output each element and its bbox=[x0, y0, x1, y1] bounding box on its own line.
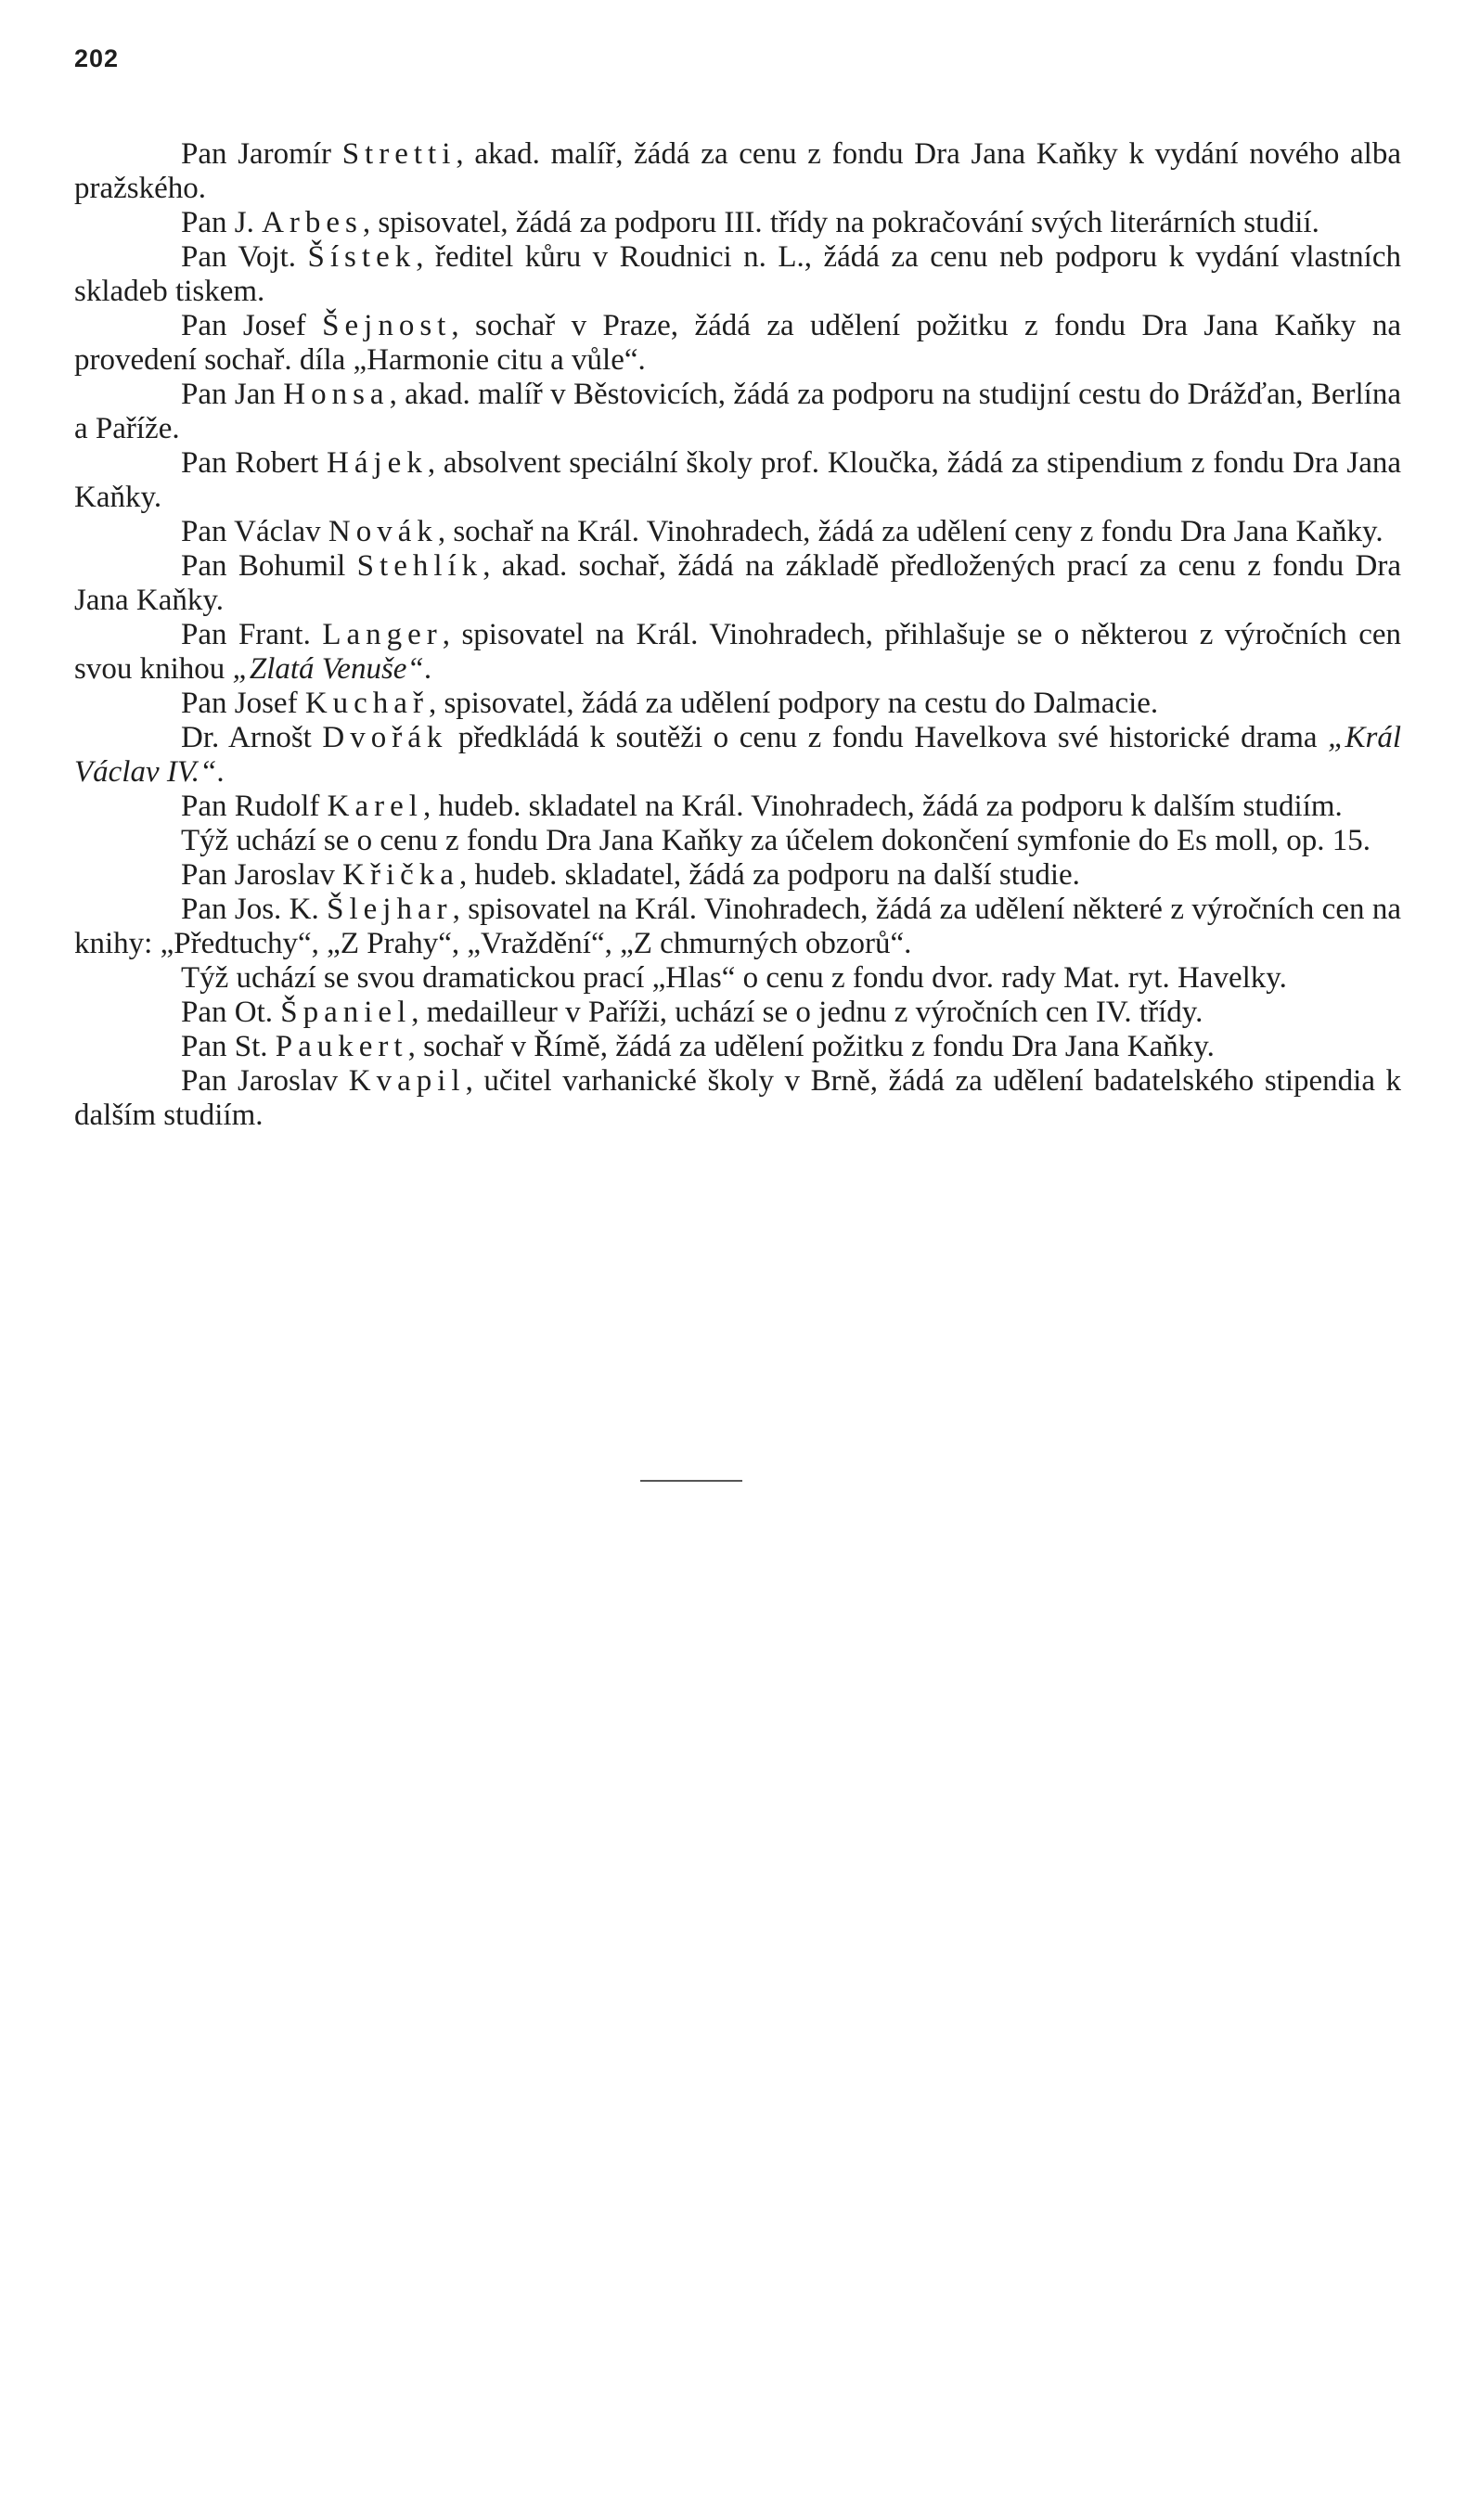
entry-text: , akad. malíř, žádá za cenu z fondu Dra Jana Kaňky k vydání nového alba pražského. bbox=[74, 137, 1401, 205]
entry-novak bbox=[74, 515, 1401, 549]
person-name: Šlejhar bbox=[327, 893, 453, 926]
entry-arbes bbox=[74, 206, 1401, 240]
entry-text: , hudeb. skladatel na Král. Vinohradech, žádá za podporu k dalším studiím. bbox=[422, 790, 1343, 823]
entry-spaniel bbox=[74, 996, 1401, 1030]
person-name: Novák bbox=[328, 515, 438, 548]
entry-lead-text: Pan Jaroslav bbox=[181, 858, 343, 892]
person-name: Španiel bbox=[280, 996, 412, 1029]
person-name: Arbes bbox=[262, 206, 363, 239]
entry-lead-text: Pan Bohumil bbox=[181, 549, 357, 583]
entry-sistek bbox=[74, 240, 1401, 309]
entry-lead-text: Pan Robert bbox=[181, 446, 328, 480]
entry-karel bbox=[74, 790, 1401, 824]
person-name: Stehlík bbox=[356, 549, 483, 583]
entry-text: , akad. sochař, žádá na základě předložených prací za cenu z fondu Dra Jana Kaňky. bbox=[74, 549, 1401, 617]
entry-lead-text: Pan J. bbox=[181, 206, 263, 239]
person-name: Stretti bbox=[341, 137, 457, 171]
document-body bbox=[74, 137, 1401, 1133]
entry-text: , sochař na Král. Vinohradech, žádá za udělení ceny z fondu Dra Jana Kaňky. bbox=[437, 515, 1383, 548]
entry-kuchar bbox=[74, 687, 1401, 721]
entry-karel-symphony bbox=[74, 824, 1401, 858]
section-divider bbox=[640, 1480, 742, 1482]
person-name: Paukert bbox=[275, 1030, 408, 1063]
entry-text: , medailleur v Paříži, uchází se o jednu z výročních cen IV. třídy. bbox=[411, 996, 1203, 1029]
entry-end: . bbox=[423, 652, 432, 686]
person-name: Hájek bbox=[327, 446, 428, 480]
entry-text: , sochař v Praze, žádá za udělení požitku z fondu Dra Jana Kaňky na provedení sochař. díla „Harmonie citu a vůle“. bbox=[74, 309, 1401, 377]
entry-lead-text: Pan Josef bbox=[181, 309, 323, 342]
person-name: Dvořák bbox=[322, 721, 448, 754]
person-name: Karel bbox=[327, 790, 423, 823]
entry-lead-text: Pan Václav bbox=[181, 515, 328, 548]
entry-sejnost bbox=[74, 309, 1401, 378]
entry-text: , učitel varhanické školy v Brně, žádá za udělení badatelského stipendia k dalším studiím. bbox=[74, 1064, 1402, 1132]
entry-lead-text: Dr. Arnošt bbox=[181, 721, 323, 754]
page-number: 202 bbox=[74, 45, 120, 72]
entry-text: , ředitel kůru v Roudnici n. L., žádá za cenu neb podporu k vydání vlastních skladeb tiskem. bbox=[74, 240, 1401, 308]
entry-lead-text: Pan Frant. bbox=[181, 618, 323, 651]
work-title: „Král Václav IV.“ bbox=[74, 721, 1401, 789]
entry-text: , sochař v Římě, žádá za udělení požitku z fondu Dra Jana Kaňky. bbox=[407, 1030, 1215, 1063]
entry-lead-text: Pan Vojt. bbox=[181, 240, 308, 274]
person-name: Kvapil bbox=[348, 1064, 466, 1098]
entry-text: , spisovatel na Král. Vinohradech, žádá za udělení některé z výročních cen na knihy: „Předtuchy“, „Z Prahy“, „Vraždění“, „Z chmurných obzorů“. bbox=[74, 893, 1401, 960]
person-name: Křička bbox=[342, 858, 459, 892]
person-name: Kuchař bbox=[304, 687, 429, 720]
entry-kvapil bbox=[74, 1064, 1401, 1133]
entry-stehlik bbox=[74, 549, 1401, 618]
entry-hajek bbox=[74, 446, 1401, 515]
entry-lead-text: Pan Jaromír bbox=[181, 137, 342, 171]
entry-text: předkládá k soutěži o cenu z fondu Havelkova své historické drama bbox=[447, 721, 1329, 754]
entry-paukert bbox=[74, 1030, 1401, 1064]
person-name: Honsa bbox=[283, 378, 390, 411]
entry-end: . bbox=[216, 755, 225, 789]
entry-text: , absolvent speciální školy prof. Kloučka, žádá za stipendium z fondu Dra Jana Kaňky. bbox=[74, 446, 1401, 514]
entry-slejhar-drama bbox=[74, 961, 1401, 996]
entry-lead-text: Pan St. bbox=[181, 1030, 276, 1063]
entry-honsa bbox=[74, 378, 1401, 446]
entry-text: , spisovatel na Král. Vinohradech, přihlašuje se o některou z výročních cen svou knihou bbox=[74, 618, 1401, 686]
person-name: Šejnost bbox=[322, 309, 452, 342]
entry-text: , akad. malíř v Běstovicích, žádá za podporu na studijní cestu do Drážďan, Berlína a Paříže. bbox=[74, 378, 1401, 445]
entry-slejhar bbox=[74, 893, 1401, 961]
person-name: Langer bbox=[322, 618, 443, 651]
entry-lead-text: Pan Josef bbox=[181, 687, 305, 720]
work-title: „Zlatá Venuše“ bbox=[232, 652, 424, 686]
entry-text: , spisovatel, žádá za podporu III. třídy na pokračování svých literárních studií. bbox=[362, 206, 1319, 239]
entry-text: , hudeb. skladatel, žádá za podporu na další studie. bbox=[458, 858, 1080, 892]
person-name: Šístek bbox=[307, 240, 417, 274]
entry-kricka bbox=[74, 858, 1401, 893]
entry-lead-text: Pan Jan bbox=[181, 378, 284, 411]
entry-lead-text: Pan Jaroslav bbox=[181, 1064, 349, 1098]
entry-text: , spisovatel, žádá za udělení podpory na cestu do Dalmacie. bbox=[428, 687, 1159, 720]
entry-lead-text: Pan Rudolf bbox=[181, 790, 328, 823]
entry-lead-text: Pan Ot. bbox=[181, 996, 281, 1029]
entry-text: Týž uchází se o cenu z fondu Dra Jana Kaňky za účelem dokončení symfonie do Es moll, op. 15. bbox=[181, 824, 1371, 857]
entry-langer bbox=[74, 618, 1401, 687]
entry-dvorak bbox=[74, 721, 1401, 790]
entry-stretti bbox=[74, 137, 1401, 206]
entry-lead-text: Pan Jos. K. bbox=[181, 893, 328, 926]
entry-text: Týž uchází se svou dramatickou prací „Hlas“ o cenu z fondu dvor. rady Mat. ryt. Havelky. bbox=[181, 961, 1287, 995]
